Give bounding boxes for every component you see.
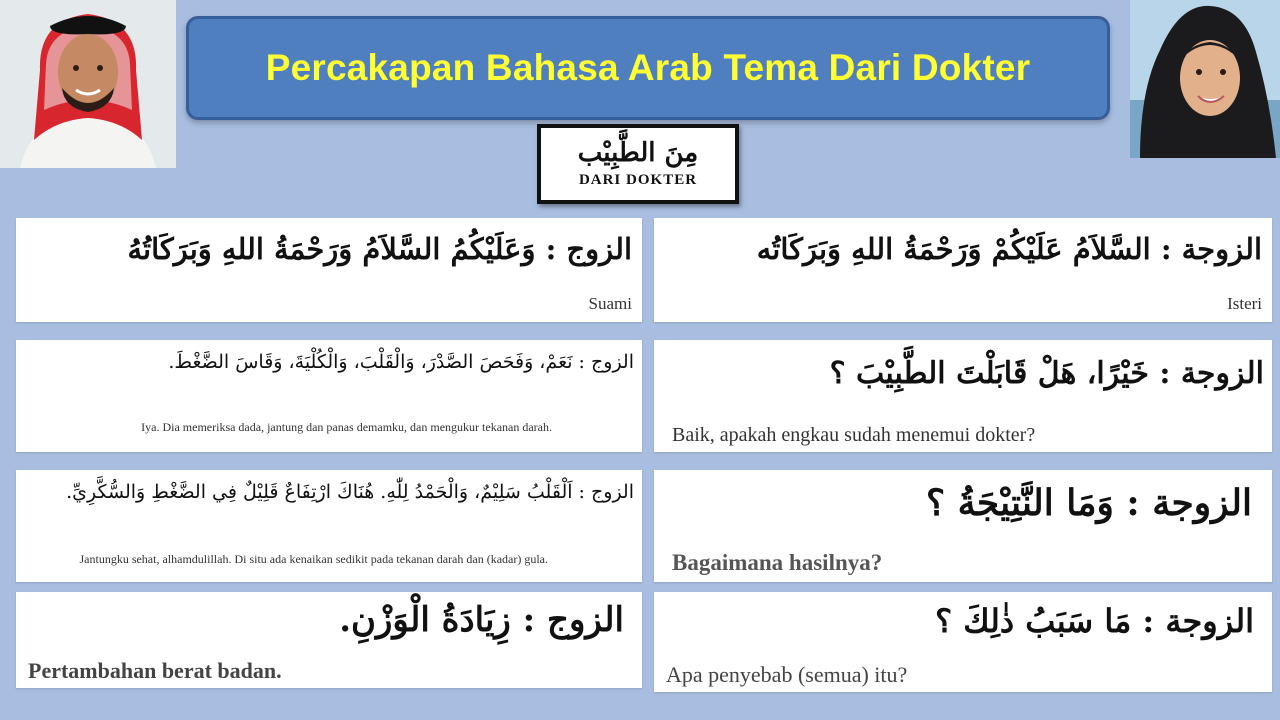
dialog-translation: Bagaimana hasilnya? [672, 550, 883, 575]
dialog-card-wife-1 [654, 218, 1272, 322]
dialog-card-wife-3 [654, 470, 1272, 582]
wife-photo [1130, 0, 1280, 158]
dialog-arabic: الزوجة : وَمَا النَّتِيْجَةُ ؟ [925, 482, 1252, 524]
dialog-translation: Pertambahan berat badan. [28, 658, 282, 683]
dialog-translation: Isteri [1227, 294, 1262, 313]
dialog-arabic: الزوجة : مَا سَبَبُ ذٰلِكَ ؟ [935, 602, 1254, 640]
dialog-arabic: الزوجة : السَّلاَمُ عَلَيْكُمْ وَرَحْمَةُ اللهِ وَبَرَكَاتُه [756, 232, 1262, 266]
man-avatar-icon [0, 0, 176, 168]
dialog-card-husband-4 [16, 592, 642, 688]
dialog-translation: Iya. Dia memeriksa dada, jantung dan panas demamku, dan mengukur tekanan darah. [141, 420, 552, 434]
title-banner [186, 16, 1110, 120]
page-title: Percakapan Bahasa Arab Tema Dari Dokter [265, 47, 1031, 88]
dialog-arabic: الزوجة : خَيْرًا، هَلْ قَابَلْتَ الطَّبِيْبَ ؟ [829, 356, 1264, 391]
subtitle-arabic: مِنَ الطَّبِيْب [577, 138, 699, 169]
dialog-card-husband-1 [16, 218, 642, 322]
dialog-card-husband-3 [16, 470, 642, 582]
dialog-arabic: الزوج : اَلْقَلْبُ سَلِيْمٌ، وَالْحَمْدُ لِلّٰهِ. هُنَاكَ ارْتِفَاعٌ قَلِيْلٌ فِي الضَّغْطِ وَالسُّكَّرِيِّ. [66, 481, 634, 503]
dialog-card-wife-4 [654, 592, 1272, 692]
subtitle-box [537, 124, 739, 204]
dialog-arabic: الزوج : نَعَمْ، وَفَحَصَ الصَّدْرَ، وَالْقَلْبَ، وَالْكُلْيَةَ، وَقَاسَ الضَّغْطَ. [168, 351, 634, 373]
dialog-card-husband-2 [16, 340, 642, 452]
dialog-translation: Jantungku sehat, alhamdulillah. Di situ ada kenaikan sedikit pada tekanan darah dan (kadar) gula. [79, 552, 548, 566]
dialog-arabic: الزوج : وَعَلَيْكُمُ السَّلاَمُ وَرَحْمَةُ اللهِ وَبَرَكَاتُهُ [127, 232, 632, 266]
dialog-translation: Baik, apakah engkau sudah menemui dokter? [672, 424, 1036, 446]
subtitle-latin: DARI DOKTER [578, 171, 698, 188]
husband-photo [0, 0, 176, 168]
dialog-card-wife-2 [654, 340, 1272, 452]
dialog-translation: Suami [588, 294, 632, 313]
dialog-translation: Apa penyebab (semua) itu? [666, 662, 908, 687]
dialog-arabic: الزوج : زِيَادَةُ الْوَزْنِ. [339, 600, 624, 640]
woman-avatar-icon [1130, 0, 1280, 158]
